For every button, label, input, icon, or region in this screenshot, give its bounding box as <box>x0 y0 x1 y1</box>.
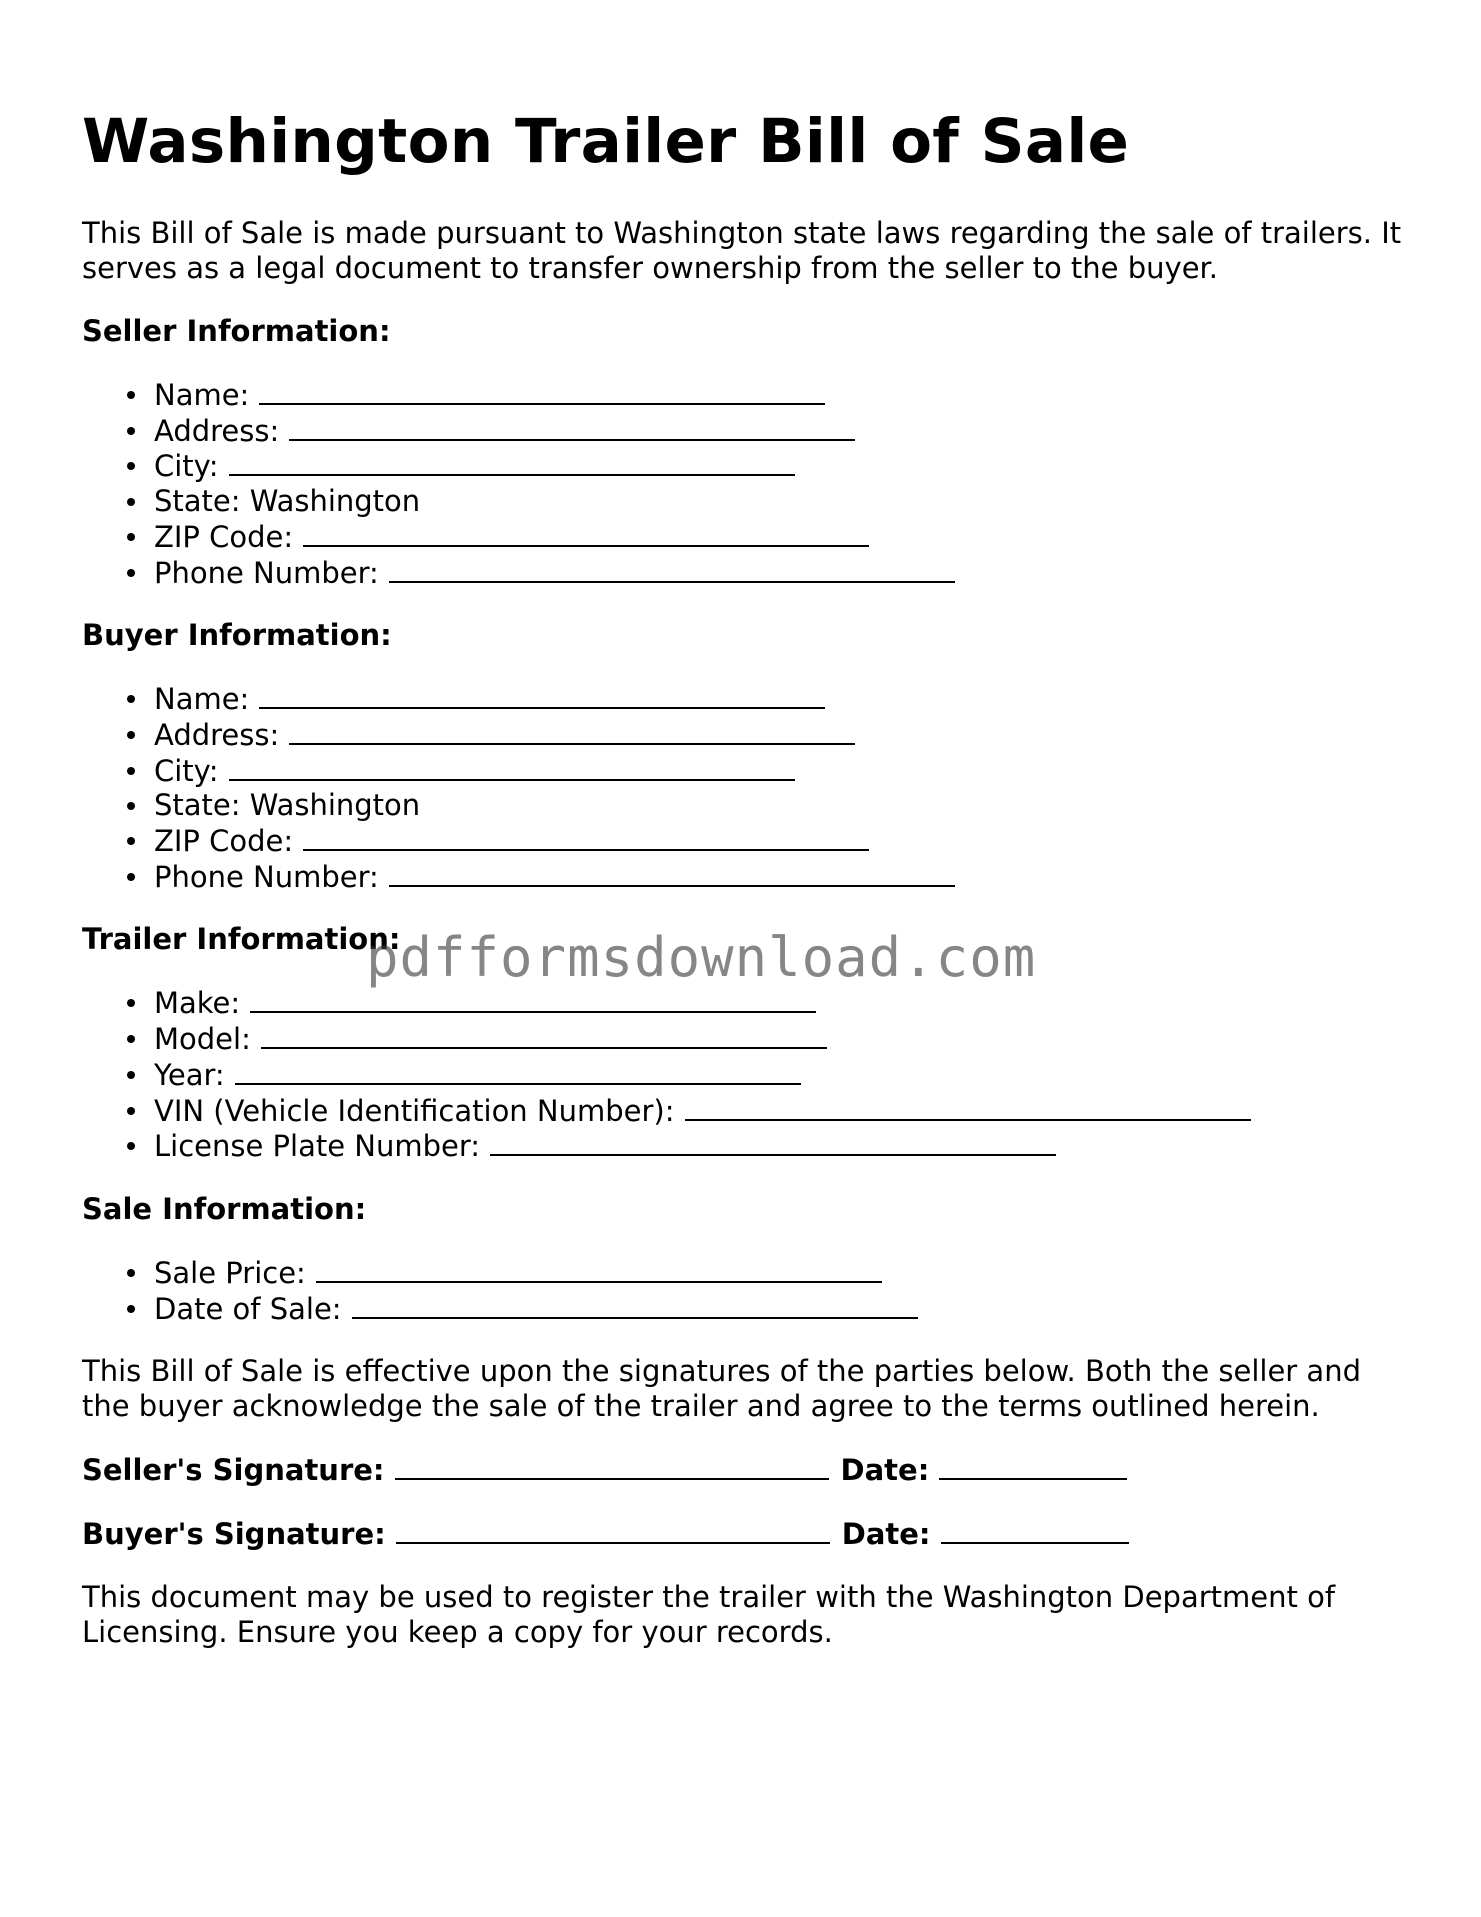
sale-date-field: Date of Sale: <box>154 1291 1412 1327</box>
seller-state-field: State: Washington <box>154 484 1412 519</box>
seller-section-heading: Seller Information: <box>82 314 391 348</box>
trailer-vin-blank[interactable] <box>685 1093 1251 1121</box>
buyer-zip-field: ZIP Code: <box>154 823 1412 859</box>
seller-date-blank[interactable] <box>939 1452 1127 1480</box>
buyer-section-heading: Buyer Information: <box>82 618 392 653</box>
buyer-signature-blank[interactable] <box>396 1516 830 1544</box>
trailer-vin-field: VIN (Vehicle Identification Number): <box>154 1093 1412 1129</box>
trailer-make-blank[interactable] <box>250 985 816 1013</box>
trailer-year-field: Year: <box>154 1057 1412 1093</box>
buyer-phone-field: Phone Number: <box>154 859 1412 895</box>
effective-paragraph: This Bill of Sale is effective upon the signatures of the parties below. Both the seller and the buyer acknowledge the sale of the trailer and agree to the terms outlined herein. <box>82 1354 1361 1424</box>
sale-field-list <box>82 1255 1412 1326</box>
seller-name-field: Name: <box>154 377 1412 413</box>
buyer-phone-blank[interactable] <box>389 859 955 887</box>
seller-address-blank[interactable] <box>289 413 855 441</box>
seller-address-field: Address: <box>154 413 1412 449</box>
buyer-field-list <box>82 681 1412 894</box>
trailer-section-heading: Trailer Information: <box>82 922 401 957</box>
document-title: Washington Trailer Bill of Sale <box>82 106 1130 177</box>
trailer-year-blank[interactable] <box>235 1057 801 1085</box>
buyer-address-field: Address: <box>154 717 1412 753</box>
buyer-city-field: City: <box>154 753 1412 789</box>
sale-section-heading: Sale Information: <box>82 1191 367 1226</box>
buyer-state-field: State: Washington <box>154 788 1412 823</box>
intro-paragraph: This Bill of Sale is made pursuant to Washington state laws regarding the sale of trailers. It serves as a legal document to transfer ownership from the seller to the buyer. <box>82 216 1402 285</box>
seller-phone-blank[interactable] <box>389 555 955 583</box>
buyer-city-blank[interactable] <box>229 753 795 781</box>
trailer-model-field: Model: <box>154 1021 1412 1057</box>
footer-paragraph: This document may be used to register the trailer with the Washington Department of Licensing. Ensure you keep a copy for your records. <box>82 1580 1336 1650</box>
trailer-make-field: Make: <box>154 985 1412 1021</box>
seller-phone-field: Phone Number: <box>154 555 1412 591</box>
trailer-field-list <box>82 985 1412 1164</box>
buyer-signature-line: Buyer's Signature: Date: <box>82 1516 1412 1552</box>
seller-city-blank[interactable] <box>229 448 795 476</box>
sale-date-blank[interactable] <box>352 1291 918 1319</box>
bill-of-sale-document <box>82 96 1412 1678</box>
seller-city-field: City: <box>154 448 1412 484</box>
buyer-date-blank[interactable] <box>941 1516 1129 1544</box>
watermark-text: pdfformsdownload.com <box>366 926 1037 989</box>
trailer-plate-field: License Plate Number: <box>154 1128 1412 1164</box>
sale-price-blank[interactable] <box>316 1255 882 1283</box>
seller-signature-blank[interactable] <box>395 1452 829 1480</box>
seller-name-blank[interactable] <box>259 377 825 405</box>
buyer-address-blank[interactable] <box>289 717 855 745</box>
seller-zip-field: ZIP Code: <box>154 519 1412 555</box>
buyer-zip-blank[interactable] <box>303 823 869 851</box>
trailer-plate-blank[interactable] <box>490 1128 1056 1156</box>
seller-field-list <box>82 377 1412 590</box>
seller-signature-line: Seller's Signature: Date: <box>82 1452 1412 1488</box>
buyer-name-field: Name: <box>154 681 1412 717</box>
buyer-name-blank[interactable] <box>259 681 825 709</box>
sale-price-field: Sale Price: <box>154 1255 1412 1291</box>
seller-zip-blank[interactable] <box>303 519 869 547</box>
trailer-model-blank[interactable] <box>261 1021 827 1049</box>
